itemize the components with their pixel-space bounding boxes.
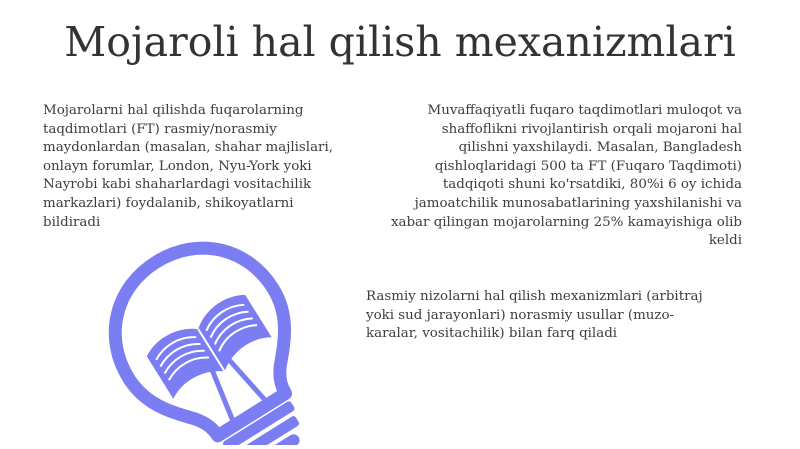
right-text-block: Muvaffaqiyatli fuqaro taqdimotlari muloqot va shaffoflikni rivojlantirish orqali mojaroni hal qilishni yaxshilaydi. Masalan, Bangladesh qishloqlaridagi 500 ta FT (Fuqaro Taqdimoti) tadqiqoti shuni ko'rsatdiki, 80%i 6 oy ichida jamoatchilik munosabatlarining yaxshilanishi va xabar qilingan mojarolarning 25% kamayishiga olib keldi: [390, 103, 742, 249]
bottom-text-block: Rasmiy nizolarni hal qilish mexanizmlari (arbitraj yoki sud jarayonlari) norasmiy usullar (muzo-karalar, vositachilik) bilan farq qiladi: [366, 289, 703, 342]
left-text-block: Mojarolarni hal qilishda fuqarolarning taqdimotlari (FT) rasmiy/norasmiy maydonlardan (masalan, shahar majlislari, onlayn forumlar, London, Nyu-York yoki Nayrobi kabi shaharlardagi vositachilik markazlari) foydalanib, shikoyatlarni bildiradi: [43, 103, 333, 230]
lightbulb-book-icon: [85, 240, 315, 445]
slide-title: Mojaroli hal qilish mexanizmlari: [64, 18, 736, 66]
